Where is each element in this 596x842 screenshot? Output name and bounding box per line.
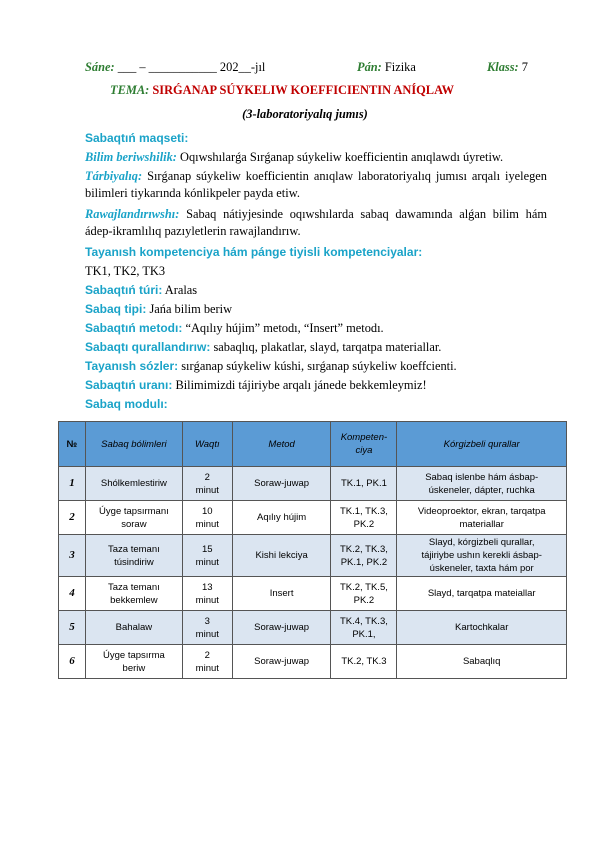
lesson-equipment-label: Sabaqtı qurallandırıw: [85, 340, 211, 354]
cell-number: 5 [59, 611, 86, 645]
table-header-row [59, 422, 567, 467]
goal-upbringing-label: Tárbiyalıq: [85, 169, 143, 183]
lesson-slogan-label: Sabaqtıń uranı: [85, 378, 173, 392]
subject-value: Fizika [381, 60, 416, 74]
lesson-type [85, 282, 547, 299]
goal-educational-text: Oqıwshılarǵa Sırǵanap súykeliw koefficientin anıqlawdı úyretiw. [176, 150, 504, 164]
date-value: ___ – ___________ 202__-jıl [114, 60, 266, 74]
goal-developmental-text: Sabaq nátiyjesinde oqıwshılarda sabaq dawamında alǵan bilim hám ádep-ikramlılıq pazıyletlerin rawajlandırıw. [85, 207, 547, 238]
table-row [59, 501, 567, 535]
lesson-equipment [85, 339, 547, 356]
lesson-method [85, 320, 547, 337]
table-row [59, 535, 567, 577]
goal-developmental [85, 206, 547, 240]
column-header-number: № [59, 422, 86, 467]
header-line [85, 59, 547, 76]
cell-time: 2 minut [182, 645, 232, 679]
cell-materials: Sabaqlıq [397, 645, 567, 679]
subject-field [357, 59, 416, 76]
cell-method: Soraw-juwap [232, 611, 331, 645]
cell-time: 2 minut [182, 467, 232, 501]
cell-materials: Sabaq islenbe hám ásbap- úskeneler, dápter, ruchka [397, 467, 567, 501]
lesson-module-table [58, 421, 567, 679]
cell-number: 4 [59, 577, 86, 611]
lesson-equipment-value: sabaqlıq, plakatlar, slayd, tarqatpa materiallar. [210, 340, 442, 354]
class-field [487, 59, 528, 76]
cell-materials: Slayd, tarqatpa mateiallar [397, 577, 567, 611]
lesson-type-value: Aralas [162, 283, 198, 297]
cell-number: 3 [59, 535, 86, 577]
cell-section: Úyge tapsırmanı soraw [85, 501, 182, 535]
lesson-slogan-value: Bilimimizdi tájiriybe arqalı jánede bekkemleymiz! [172, 378, 427, 392]
cell-section: Shólkemlestiriw [85, 467, 182, 501]
goal-educational-label: Bilim beriwshilik: [85, 150, 177, 164]
cell-method: Soraw-juwap [232, 645, 331, 679]
column-header-materials: Kórgizbeli qurallar [397, 422, 567, 467]
cell-competence: TK.4, TK.3, PK.1, [331, 611, 397, 645]
cell-competence: TK.2, TK.5, PK.2 [331, 577, 397, 611]
table-row [59, 577, 567, 611]
cell-method: Soraw-juwap [232, 467, 331, 501]
lesson-kind-value: Jańa bilim beriw [146, 302, 233, 316]
topic-label: TEMA: [110, 83, 150, 97]
cell-materials: Slayd, kórgizbeli qurallar, tájiriybe ushın kerekli ásbap- úskeneler, taxta hám por [397, 535, 567, 577]
topic-subtitle: (3-laboratoriyalıq jumıs) [242, 107, 368, 121]
lesson-slogan [85, 377, 547, 394]
cell-method: Kishi lekciya [232, 535, 331, 577]
table-row [59, 467, 567, 501]
cell-section: Úyge tapsırma beriw [85, 645, 182, 679]
lesson-module-heading: Sabaq modulı: [85, 397, 168, 411]
competence-heading: Tayanısh kompetenciya hám pánge tiyisli kompetenciyalar: [85, 245, 423, 259]
column-header-method: Metod [232, 422, 331, 467]
lesson-kind [85, 301, 547, 318]
cell-number: 2 [59, 501, 86, 535]
cell-method: Insert [232, 577, 331, 611]
subject-label: Pán: [357, 60, 382, 74]
cell-time: 13 minut [182, 577, 232, 611]
cell-competence: TK.2, TK.3, PK.1, PK.2 [331, 535, 397, 577]
class-value: 7 [518, 60, 528, 74]
lesson-keywords-label: Tayanısh sózler: [85, 359, 179, 373]
column-header-sections: Sabaq bólimleri [85, 422, 182, 467]
cell-number: 1 [59, 467, 86, 501]
table-row [59, 611, 567, 645]
topic-line [110, 82, 572, 99]
cell-section: Taza temanı túsindiriw [85, 535, 182, 577]
competence-value: TK1, TK2, TK3 [85, 264, 166, 278]
cell-time: 15 minut [182, 535, 232, 577]
goal-educational [85, 149, 547, 166]
cell-competence: TK.1, PK.1 [331, 467, 397, 501]
cell-section: Bahalaw [85, 611, 182, 645]
cell-materials: Videoproektor, ekran, tarqatpa materiallar [397, 501, 567, 535]
lesson-keywords [85, 358, 547, 375]
date-label: Sáne: [85, 60, 115, 74]
lesson-keywords-value: sırǵanap súykeliw kúshi, sırǵanap súykeliw koeffcienti. [178, 359, 457, 373]
cell-competence: TK.2, TK.3 [331, 645, 397, 679]
cell-number: 6 [59, 645, 86, 679]
lesson-method-label: Sabaqtıń metodı: [85, 321, 183, 335]
cell-time: 10 minut [182, 501, 232, 535]
class-label: Klass: [487, 60, 519, 74]
lesson-method-value: “Aqılıy hújim” metodı, “Insert” metodı. [182, 321, 384, 335]
cell-materials: Kartochkalar [397, 611, 567, 645]
column-header-time: Waqtı [182, 422, 232, 467]
cell-section: Taza temanı bekkemlew [85, 577, 182, 611]
lesson-type-label: Sabaqtıń túri: [85, 283, 163, 297]
column-header-competence: Kompeten- ciya [331, 422, 397, 467]
cell-competence: TK.1, TK.3, PK.2 [331, 501, 397, 535]
cell-method: Aqılıy hújim [232, 501, 331, 535]
cell-time: 3 minut [182, 611, 232, 645]
goals-heading: Sabaqtıń maqseti: [85, 131, 189, 145]
goal-upbringing-text: Sırǵanap súykeliw koefficientin anıqlaw laboratoriyalıq jumısı arqalı iyelegen bilimleri tiykarında kónlikpeler payda etiw. [85, 169, 547, 200]
topic-title: SIRǴANAP SÚYKELIW KOEFFICIENTIN ANÍQLAW [152, 83, 455, 97]
lesson-kind-label: Sabaq tipi: [85, 302, 147, 316]
goal-developmental-label: Rawajlandırıwshı: [85, 207, 180, 221]
table-row [59, 645, 567, 679]
goal-upbringing [85, 168, 547, 202]
